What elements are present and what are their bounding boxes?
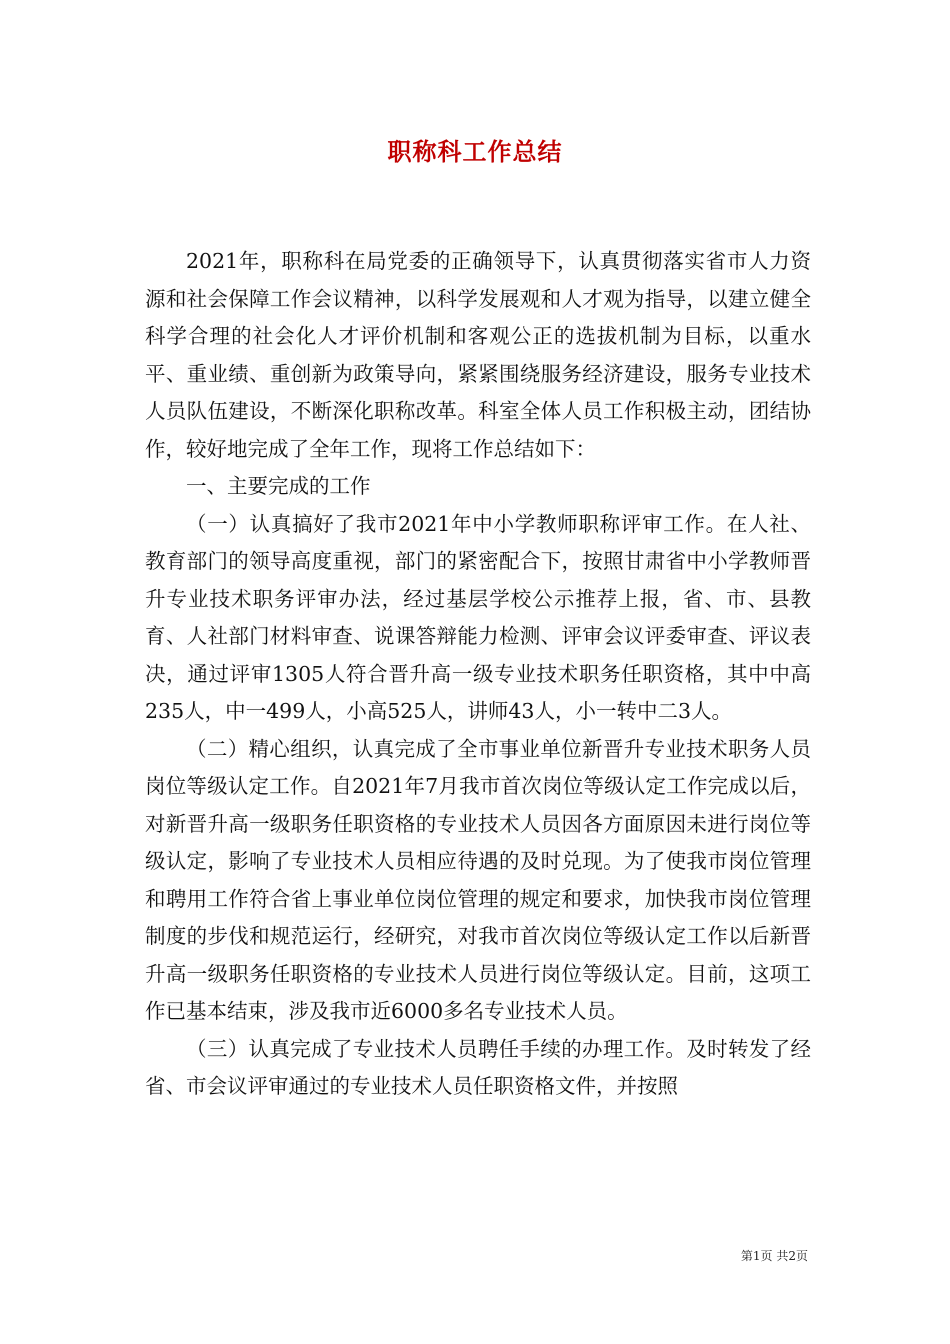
item-paragraph-2: （二）精心组织，认真完成了全市事业单位新晋升专业技术职务人员岗位等级认定工作。自2021年7月我市首次岗位等级认定工作完成以后，对新晋升高一级职务任职资格的专业技术人员因各方面原因未进行岗位等级认定，影响了专业技术人员相应待遇的及时兑现。为了使我市岗位管理和聘用工作符合省上事业单位岗位管理的规定和要求，加快我市岗位管理制度的步伐和规范运行，经研究，对我市首次岗位等级认定工作以后新晋升高一级职务任职资格的专业技术人员进行岗位等级认定。目前，这项工作已基本结束，涉及我市近6000多名专业技术人员。: [145, 736, 811, 1023]
intro-paragraph: 2021年，职称科在局党委的正确领导下，认真贯彻落实省市人力资源和社会保障工作会议精神，以科学发展观和人才观为指导，以建立健全科学合理的社会化人才评价机制和客观公正的选拔机制为目标，以重水平、重业绩、重创新为政策导向，紧紧围绕服务经济建设，服务专业技术人员队伍建设，不断深化职称改革。科室全体人员工作积极主动，团结协作，较好地完成了全年工作，现将工作总结如下：: [145, 249, 811, 461]
section-heading: 一、主要完成的工作: [186, 474, 371, 498]
page-number-footer: 第1页 共2页: [740, 1249, 808, 1263]
document-body: [145, 243, 811, 1106]
item-paragraph-3: （三）认真完成了专业技术人员聘任手续的办理工作。及时转发了经省、市会议评审通过的专业技术人员任职资格文件，并按照: [145, 1036, 811, 1098]
page-title: 职称科工作总结: [387, 138, 563, 166]
item-paragraph-1: （一）认真搞好了我市2021年中小学教师职称评审工作。在人社、教育部门的领导高度重视，部门的紧密配合下，按照甘肃省中小学教师晋升专业技术职务评审办法，经过基层学校公示推荐上报，省、市、县教育、人社部门材料审查、说课答辩能力检测、评审会议评委审查、评议表决，通过评审1305人符合晋升高一级专业技术职务任职资格，其中中高235人，中一499人，小高525人，讲师43人，小一转中二3人。: [145, 511, 811, 723]
